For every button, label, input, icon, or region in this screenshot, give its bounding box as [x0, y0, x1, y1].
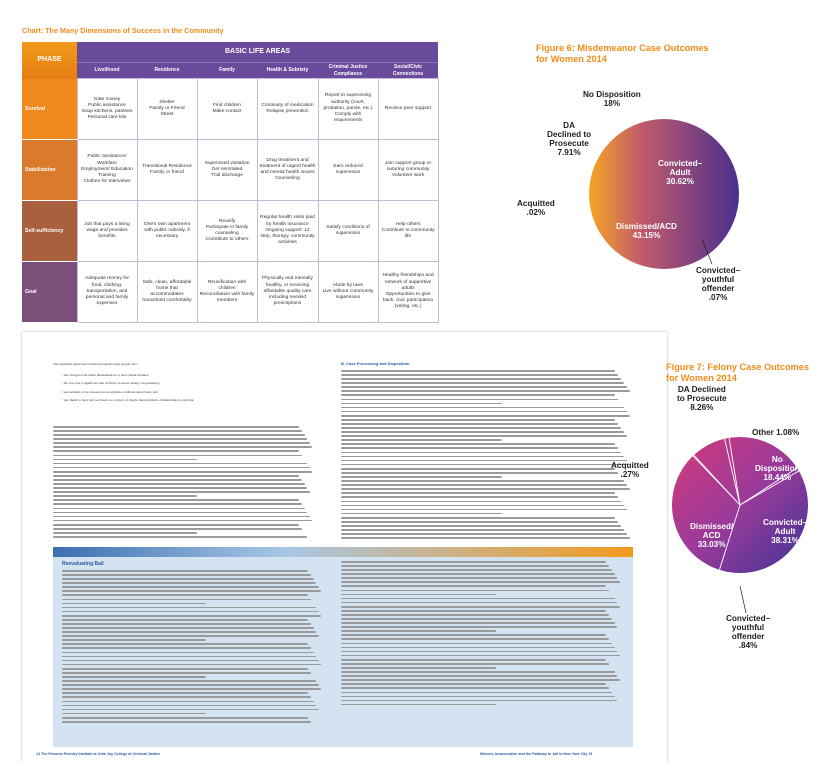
text-line — [341, 423, 618, 425]
fig7-label-convicted-adult — [763, 518, 807, 545]
text-line — [341, 517, 615, 519]
fig7-conv-youth-value: .84% — [738, 641, 758, 650]
fig7-acq-value: .27% — [620, 470, 640, 479]
fig7-conv-adult-line2: Adult — [774, 527, 796, 536]
text-line — [62, 701, 314, 703]
fig7-no-disp-line1: No — [771, 455, 783, 464]
text-line — [341, 431, 624, 433]
text-line — [62, 647, 311, 649]
text-line — [341, 492, 615, 494]
phase-label: Survival — [22, 79, 77, 140]
text-line — [341, 663, 609, 665]
text-line — [341, 460, 627, 462]
text-line — [53, 438, 307, 440]
text-line — [341, 675, 617, 677]
figure7-title-line2: for Women 2014 — [666, 373, 737, 383]
text-line — [341, 513, 502, 515]
bullet-list — [62, 373, 312, 402]
text-line — [53, 463, 307, 465]
text-line — [62, 721, 311, 723]
text-line — [341, 435, 627, 437]
text-line — [62, 607, 316, 609]
text-line — [341, 683, 606, 685]
text-line — [53, 508, 305, 510]
text-line — [341, 569, 612, 571]
text-line — [341, 427, 621, 429]
text-line — [53, 512, 307, 514]
grid-cell: Safe, clean, affordable home that accommodates household comfortably — [137, 262, 197, 323]
text-line — [53, 536, 307, 538]
text-line — [341, 419, 615, 421]
fig7-label-acquitted — [611, 461, 649, 479]
column-header-row — [22, 63, 438, 79]
text-line — [62, 623, 311, 625]
column-header: Livelihood — [77, 63, 137, 79]
text-line — [341, 525, 621, 527]
text-line — [53, 503, 302, 505]
text-line — [341, 667, 496, 669]
text-line — [341, 390, 630, 392]
fig6-label-convicted-youthful — [696, 266, 740, 302]
text-line — [62, 717, 308, 719]
fig6-label-da — [547, 121, 591, 157]
grid-cell: Find children Make contact — [197, 79, 257, 140]
fig6-dismissed-name: Dismissed/ACD — [616, 222, 677, 231]
bullet-text: Do not pose a significant risk of felony re-arrest during case pendency; — [64, 381, 161, 386]
text-line — [62, 586, 319, 588]
text-line — [341, 488, 630, 490]
text-line — [341, 622, 615, 624]
text-line — [62, 709, 319, 711]
grid-cell: Healthy friendships and network of supportive adults Opportunities to give back, civic participation (voting, etc.) — [378, 262, 438, 323]
text-line — [341, 480, 624, 482]
fig7-dismissed-value: 33.03% — [697, 540, 726, 549]
column-header: Family — [197, 63, 257, 79]
fig7-da-value: 8.26% — [690, 403, 714, 412]
text-line — [341, 496, 618, 498]
text-line — [62, 603, 206, 605]
bullet-item: • Are likely to have bail set based on a review of charge characteristics, criminal history, and risk. — [62, 397, 195, 402]
text-line — [341, 638, 609, 640]
text-line — [341, 403, 502, 405]
fig7-dismissed-line2: ACD — [702, 531, 721, 540]
box-left-text — [62, 570, 324, 725]
bullet-text: Are likely to have bail set based on a review of charge characteristics, criminal history, and risk. — [63, 397, 195, 402]
text-line — [62, 684, 319, 686]
text-line — [341, 464, 630, 466]
fig6-conv-youth-line3: offender — [701, 284, 735, 293]
fig7-no-disp-value: 18.44% — [763, 473, 792, 482]
grid-cell: Gate money Public assistance Soup kitchens, pantries Personal care kits — [77, 79, 137, 140]
grid-cell: Job that pays a living wage and provides benefits — [77, 201, 137, 262]
grid-cell: Receive peer support — [378, 79, 438, 140]
phase-row — [22, 201, 438, 262]
text-line — [53, 467, 310, 469]
section-heading: B. Case Processing and Disposition — [341, 361, 410, 366]
fig7-label-convicted-youthful — [726, 614, 770, 650]
text-line — [341, 671, 615, 673]
text-line — [62, 696, 311, 698]
text-line — [53, 471, 312, 473]
figure6-title — [536, 43, 709, 65]
text-line — [341, 415, 630, 417]
text-line — [341, 647, 615, 649]
grid-cell: Supervised visitation Get reinstated Trial discharge — [197, 140, 257, 201]
fig6-label-convicted-adult — [658, 159, 702, 186]
text-line — [341, 614, 609, 616]
fig6-da-line1: DA — [563, 121, 575, 130]
text-line — [62, 631, 316, 633]
fig7-conv-youth-line2: youthful — [731, 623, 765, 632]
text-line — [53, 475, 299, 477]
fig6-label-acquitted — [517, 199, 555, 217]
fig6-da-line2: Declined to — [547, 130, 592, 139]
text-line — [62, 652, 314, 654]
fig6-acq-name: Acquitted — [517, 199, 555, 208]
text-line — [62, 639, 206, 641]
fig7-label-other: Other 1.08% — [752, 428, 800, 437]
grid-cell: Continuity of medication Relapse prevention — [257, 79, 318, 140]
text-line — [62, 611, 319, 613]
text-line — [341, 565, 609, 567]
text-line — [341, 606, 620, 608]
text-line — [341, 687, 609, 689]
bullet-item: • Are charged with either misdemeanors or non-violent felonies; — [62, 373, 150, 377]
fig7-label-no-disposition — [755, 455, 800, 482]
fig7-conv-adult-line1: Convicted– — [763, 518, 808, 527]
text-line — [62, 578, 314, 580]
text-line — [53, 479, 302, 481]
fig6-dismissed-value: 43.15% — [632, 231, 661, 240]
text-line — [62, 627, 314, 629]
text-line — [62, 599, 311, 601]
text-line — [53, 483, 305, 485]
text-line — [62, 688, 321, 690]
text-line — [53, 430, 302, 432]
text-line — [341, 618, 612, 620]
fig7-da-line1: DA Declined — [677, 385, 726, 394]
text-line — [341, 382, 624, 384]
report-spread — [22, 332, 667, 762]
text-line — [62, 656, 316, 658]
fig6-acq-value: .02% — [526, 208, 546, 217]
text-line — [62, 643, 308, 645]
fig6-conv-adult-value: 30.62% — [666, 177, 694, 186]
grid-cell: Adequate money for food, clothing, transportation, and personal and family expenses — [77, 262, 137, 323]
grid-cell: Shelter Family or Friend Street — [137, 79, 197, 140]
fig7-conv-adult-value: 38.31% — [771, 536, 799, 545]
box-right-text — [341, 561, 623, 708]
column-header: Criminal Justice Compliance — [318, 63, 378, 79]
text-line — [341, 399, 618, 401]
text-line — [53, 532, 197, 534]
fig6-conv-youth-value: .07% — [708, 293, 728, 302]
text-line — [53, 524, 299, 526]
fig7-da-line2: to Prosecute — [677, 394, 727, 403]
phase-row — [22, 262, 438, 323]
figure6-title-line1: Figure 6: Misdemeanor Case Outcomes — [536, 43, 709, 53]
fig7-label-dismissed — [690, 522, 733, 549]
text-line — [62, 713, 206, 715]
text-line — [341, 521, 618, 523]
chart-title: Chart: The Many Dimensions of Success in the Community — [22, 26, 224, 35]
bullet-text: Are unlikely to be released on recognizance without supervision; and — [63, 389, 158, 394]
text-line — [341, 610, 606, 612]
bullet-item: • Are unlikely to be released on recognizance without supervision; and — [62, 389, 158, 394]
text-line — [62, 635, 319, 637]
grid-cell: One's own apartment with public subsidy, if necessary — [137, 201, 197, 262]
text-line — [341, 704, 496, 706]
column-header: Health & Sobriety — [257, 63, 318, 79]
text-line — [62, 680, 316, 682]
text-line — [341, 407, 624, 409]
text-line — [341, 533, 627, 535]
phase-label: Stabilization — [22, 140, 77, 201]
text-line — [341, 505, 624, 507]
phase-grid-table — [22, 42, 439, 323]
figure7-title-line1: Figure 7: Felony Case Outcomes — [666, 362, 809, 372]
text-line — [341, 537, 630, 539]
text-line — [341, 447, 618, 449]
grid-cell: Reunification with children Reconciliation with family members — [197, 262, 257, 323]
text-line — [341, 529, 624, 531]
text-line — [53, 528, 302, 530]
text-line — [341, 643, 612, 645]
left-column-intro: The expanded supervised released program target people who: — [53, 362, 138, 366]
grid-cell: Help others Contribute to community life — [378, 201, 438, 262]
text-line — [62, 660, 319, 662]
text-line — [341, 439, 502, 441]
left-column-body-text — [53, 426, 315, 540]
phase-label: Goal — [22, 262, 77, 323]
text-line — [62, 664, 321, 666]
bullet-item: • Do not pose a significant risk of felony re-arrest during case pendency; — [62, 381, 161, 386]
fig6-no-disp-name: No Disposition — [583, 90, 641, 99]
footer-right: Women, Incarceration and the Pathway to Jail in New York City 15 — [480, 752, 593, 756]
text-line — [62, 570, 308, 572]
grid-cell: Abide by laws Live without community supervision — [318, 262, 378, 323]
text-line — [53, 455, 302, 457]
fig7-conv-youth-line3: offender — [731, 632, 765, 641]
grid-body — [22, 79, 438, 323]
fig6-conv-adult-line1: Convicted– — [658, 159, 703, 168]
text-line — [341, 370, 615, 372]
text-line — [341, 443, 615, 445]
success-dimensions-chart — [0, 0, 448, 330]
text-line — [341, 501, 621, 503]
text-line — [341, 598, 615, 600]
fig6-label-dismissed — [616, 222, 677, 240]
text-line — [53, 487, 307, 489]
text-line — [62, 672, 311, 674]
text-line — [341, 378, 621, 380]
text-line — [62, 692, 308, 694]
text-line — [341, 476, 502, 478]
text-line — [53, 446, 312, 448]
text-line — [53, 442, 310, 444]
text-line — [341, 585, 606, 587]
text-line — [62, 668, 308, 670]
text-line — [62, 619, 308, 621]
fig6-conv-adult-line2: Adult — [669, 168, 691, 177]
text-line — [341, 452, 621, 454]
fig7-acq-name: Acquitted — [611, 461, 649, 470]
fig7-no-disp-line2: Disposition — [755, 464, 800, 473]
text-line — [341, 577, 617, 579]
text-line — [341, 374, 618, 376]
text-line — [53, 434, 305, 436]
fig7-youth-leader-line — [738, 585, 750, 615]
fig6-da-line3: Prosecute — [549, 139, 589, 148]
fig6-da-value: 7.91% — [557, 148, 581, 157]
fig7-conv-youth-line1: Convicted– — [726, 614, 771, 623]
text-line — [341, 602, 617, 604]
text-line — [341, 659, 606, 661]
text-line — [341, 484, 627, 486]
text-line — [341, 561, 606, 563]
text-line — [341, 630, 496, 632]
text-line — [341, 590, 609, 592]
fig6-label-no-disposition — [583, 90, 641, 108]
fig7-label-da — [677, 385, 727, 412]
figure6-title-line2: for Women 2014 — [536, 54, 607, 64]
text-line — [62, 705, 316, 707]
grid-cell: Public assistance/ Workfare Employment/ Education Training Clothes for Interviews — [77, 140, 137, 201]
text-line — [62, 676, 206, 678]
text-line — [341, 655, 620, 657]
basic-life-areas-header: BASIC LIFE AREAS — [77, 42, 438, 63]
footer-left: 14 The Prisoner Reentry Institute at John Jay College of Criminal Justice — [36, 752, 161, 756]
text-line — [53, 426, 299, 428]
text-line — [53, 450, 299, 452]
fig6-conv-youth-line1: Convicted– — [696, 266, 741, 275]
box-heading: Reevaluating Bail — [62, 561, 104, 567]
phase-row — [22, 140, 438, 201]
text-line — [341, 696, 615, 698]
text-line — [341, 573, 615, 575]
text-line — [341, 594, 496, 596]
text-line — [341, 581, 620, 583]
text-line — [341, 472, 618, 474]
text-line — [341, 700, 617, 702]
box-gradient-bar — [53, 547, 633, 557]
text-line — [341, 634, 606, 636]
phase-label: Self-sufficiency — [22, 201, 77, 262]
phase-header: PHASE — [22, 42, 77, 79]
grid-cell: Reunify Participate in family counseling Contribute to others — [197, 201, 257, 262]
text-line — [341, 468, 615, 470]
text-line — [62, 615, 321, 617]
fig6-no-disp-value: 18% — [603, 99, 621, 108]
text-line — [62, 574, 311, 576]
text-line — [53, 516, 310, 518]
text-line — [341, 692, 612, 694]
fig7-dismissed-line1: Dismissed/ — [690, 522, 734, 531]
text-line — [53, 491, 310, 493]
column-header: Residence — [137, 63, 197, 79]
text-line — [341, 651, 617, 653]
fig6-conv-youth-line2: youthful — [701, 275, 735, 284]
figure7-title — [666, 362, 809, 384]
grid-cell: Earn reduced supervision — [318, 140, 378, 201]
grid-cell: Drug treatment and treatment of urgent health and mental health issues Counseling — [257, 140, 318, 201]
text-line — [62, 582, 316, 584]
grid-cell: Join support group or nuturing community Volunteer work — [378, 140, 438, 201]
text-line — [341, 386, 627, 388]
text-line — [341, 411, 627, 413]
text-line — [53, 520, 312, 522]
text-line — [62, 594, 308, 596]
phase-row — [22, 79, 438, 140]
right-column-body-text — [341, 370, 633, 541]
figure7-pie — [665, 420, 825, 590]
grid-cell: Satisfy conditions of supervision — [318, 201, 378, 262]
grid-cell: Physically and mentally healthy, or receiving affordable quality care including needed prescriptions — [257, 262, 318, 323]
bullet-text: Are charged with either misdemeanors or non-violent felonies; — [63, 373, 150, 377]
grid-cell: Regular health visits paid by health insurance Ongoing support: 12 step, therapy, community activities — [257, 201, 318, 262]
column-header: Social/Civic Connections — [378, 63, 438, 79]
text-line — [341, 679, 620, 681]
text-line — [341, 456, 624, 458]
text-line — [341, 509, 627, 511]
text-line — [53, 499, 299, 501]
grid-cell: Transitional Residence Family or friend — [137, 140, 197, 201]
text-line — [53, 459, 197, 461]
text-line — [341, 626, 617, 628]
text-line — [341, 394, 615, 396]
text-line — [53, 495, 197, 497]
grid-cell: Report to supervising authority (court, probation, parole, etc.) Comply with requirements — [318, 79, 378, 140]
text-line — [62, 590, 321, 592]
fig6-youth-leader-line — [700, 238, 720, 266]
